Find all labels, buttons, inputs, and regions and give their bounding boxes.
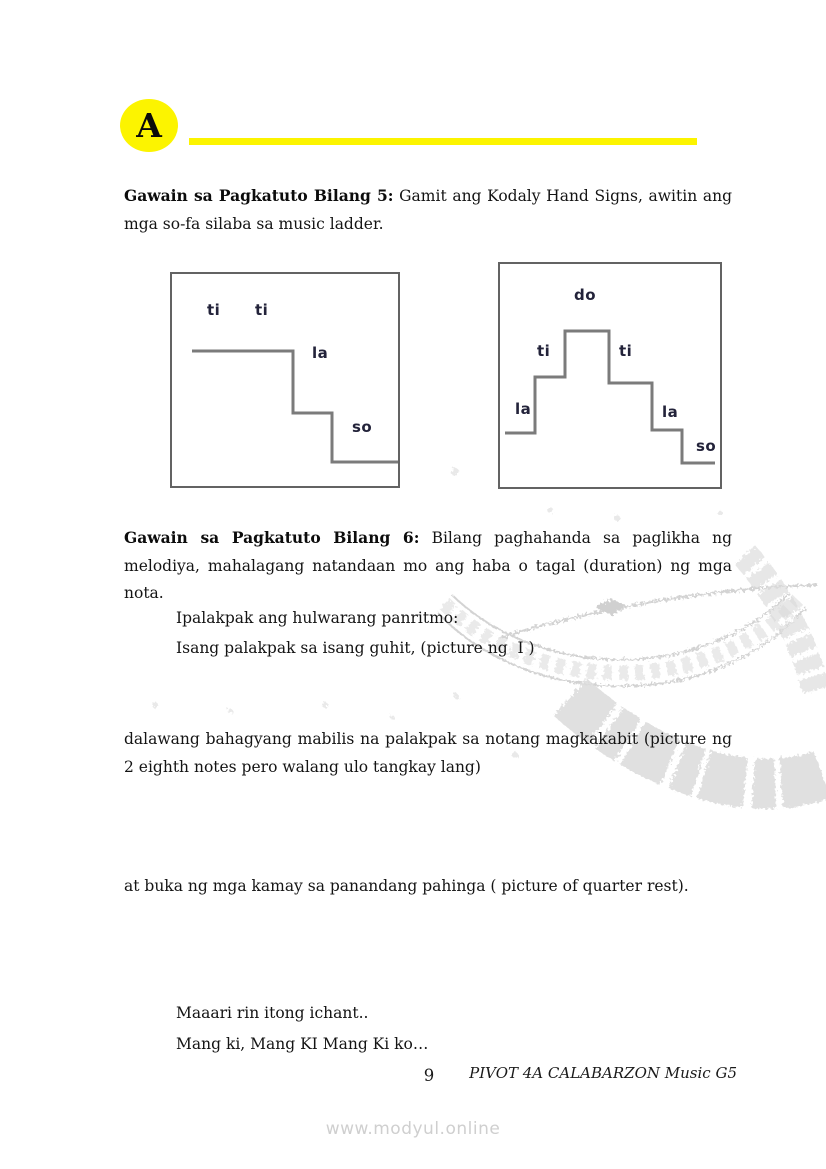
chant-line: Mang ki, Mang KI Mang Ki ko… — [176, 1035, 429, 1053]
activity6-paragraph — [124, 524, 732, 608]
activity6-step2: dalawang bahagyang mabilis na palakpak sa notang magkakabit (picture ng 2 eighth notes pero walang ulo tangkay lang) — [124, 730, 732, 776]
ladder-note-label: so — [696, 437, 717, 455]
site-watermark-text: www.modyul.online — [325, 1119, 501, 1139]
activity6-body: Bilang paghahanda sa paglikha ng melodiya, mahalagang natandaan mo ang haba o tagal (duration) ng mga nota. — [124, 529, 732, 602]
activity6-title: Gawain sa Pagkatuto Bilang 6: — [124, 528, 420, 547]
ladder-note-label: ti — [537, 342, 551, 360]
activity5-title: Gawain sa Pagkatuto Bilang 5: — [124, 186, 394, 205]
page-number: 9 — [423, 1066, 435, 1085]
ladder-note-label: ti — [619, 342, 633, 360]
section-badge — [120, 99, 178, 152]
activity6-instruction: Ipalakpak ang hulwarang panritmo: — [176, 609, 459, 627]
ladder-note-label: ti — [207, 301, 221, 319]
descending-staircase-lines — [172, 274, 398, 486]
ladder-note-label: so — [352, 418, 373, 436]
chant-intro: Maaari rin itong ichant.. — [176, 1004, 369, 1022]
activity5-body: Gamit ang Kodaly Hand Signs, awitin ang mga so-fa silaba sa music ladder. — [124, 187, 732, 233]
ladder-note-label: ti — [255, 301, 269, 319]
ladder-note-label: do — [574, 286, 597, 304]
ladder-note-label: la — [515, 400, 532, 418]
music-ladder-descending — [170, 272, 400, 488]
section-badge-letter: A — [136, 106, 162, 145]
activity6-step1: Isang palakpak sa isang guhit, (picture ng I ) — [176, 639, 535, 657]
peak-staircase-lines — [500, 264, 720, 487]
music-ladder-peak — [498, 262, 722, 489]
activity6-step3: at buka ng mga kamay sa panandang pahinga ( picture of quarter rest). — [124, 877, 689, 895]
ladder-note-label: la — [662, 403, 679, 421]
yellow-divider-line — [189, 138, 697, 145]
footer-module-title: PIVOT 4A CALABARZON Music G5 — [469, 1064, 737, 1082]
ladder-note-label: la — [312, 344, 329, 362]
activity5-paragraph — [124, 182, 732, 238]
